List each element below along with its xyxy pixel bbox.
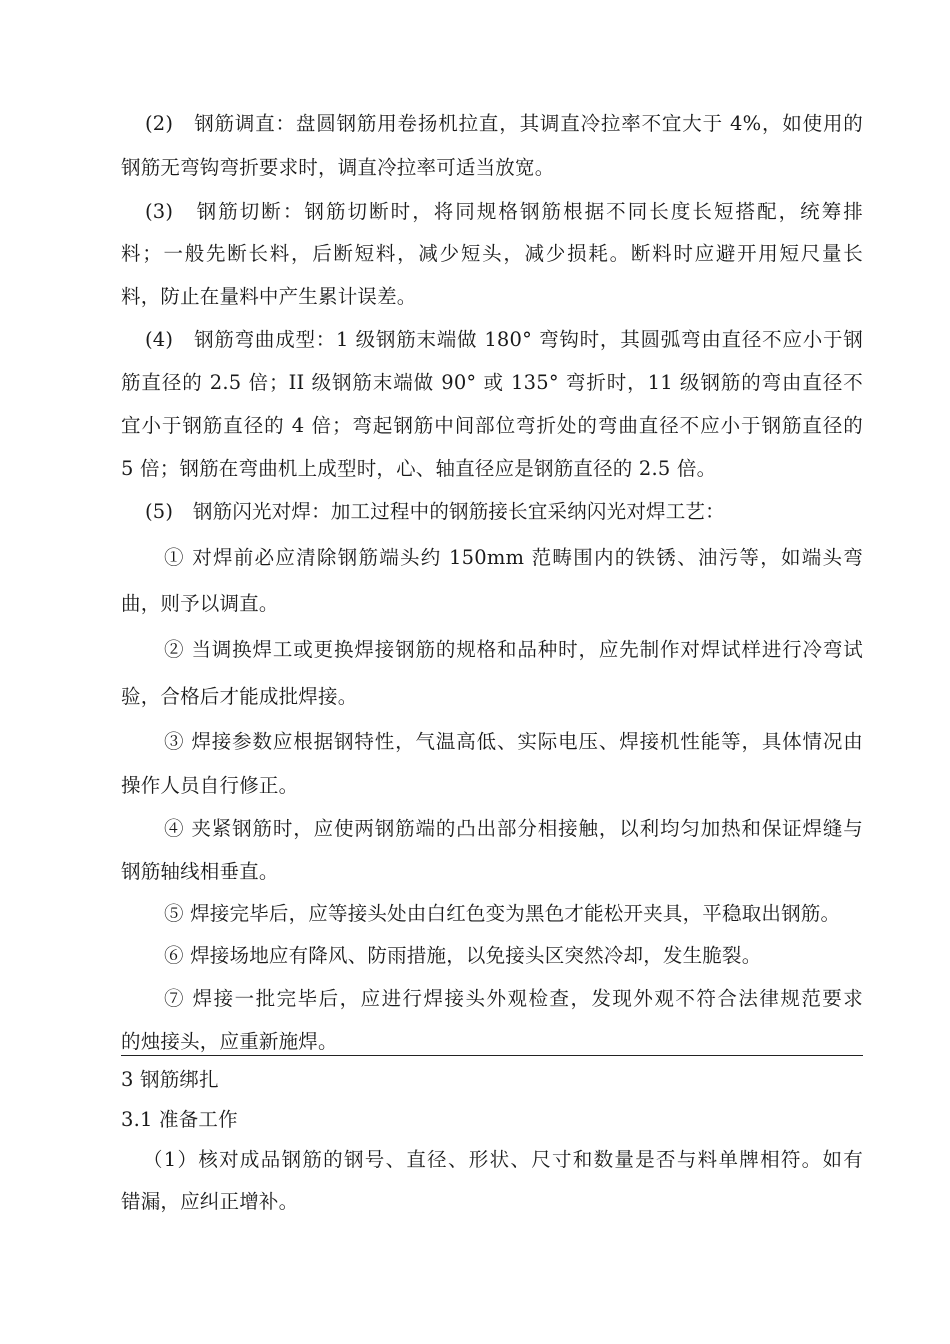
paragraph-3-line-2: 料；一般先断长料，后断短料，减少短头，减少损耗。断料时应避开用短尺量长: [121, 242, 863, 265]
paragraph-2-line-1: (2) 钢筋调直：盘圆钢筋用卷扬机拉直，其调直冷拉率不宜大于 4%，如使用的: [145, 112, 863, 135]
paragraph-3-line-3: 料，防止在量料中产生累计误差。: [121, 285, 417, 308]
paragraph-4-line-2: 筋直径的 2.5 倍；II 级钢筋末端做 90° 或 135° 弯折时，11 级钢筋的弯由直径不: [121, 371, 863, 394]
item-5-line-1: ⑤ 焊接完毕后，应等接头处由白红色变为黑色才能松开夹具，平稳取出钢筋。: [164, 902, 841, 925]
item-4-line-1: ④ 夹紧钢筋时，应使两钢筋端的凸出部分相接触，以利均匀加热和保证焊缝与: [164, 817, 863, 840]
item-7-line-2: 的烛接头，应重新施焊。: [121, 1030, 338, 1053]
item-2-line-2: 验，合格后才能成批焊接。: [121, 685, 358, 708]
paragraph-3-line-1: (3) 钢筋切断：钢筋切断时，将同规格钢筋根据不同长度长短搭配，统筹排: [145, 200, 863, 223]
paragraph-5-line-1: (5) 钢筋闪光对焊：加工过程中的钢筋接长宜采纳闪光对焊工艺：: [145, 500, 725, 523]
item-7-line-1: ⑦ 焊接一批完毕后，应进行焊接头外观检查，发现外观不符合法律规范要求: [164, 987, 863, 1010]
paragraph-4-line-1: (4) 钢筋弯曲成型：1 级钢筋末端做 180° 弯钩时，其圆弧弯由直径不应小于钢: [145, 328, 863, 351]
paragraph-4-line-3: 宜小于钢筋直径的 4 倍；弯起钢筋中间部位弯折处的弯曲直径不应小于钢筋直径的: [121, 414, 863, 437]
item-2-line-1: ② 当调换焊工或更换焊接钢筋的规格和品种时，应先制作对焊试样进行冷弯试: [164, 638, 863, 661]
item-1-line-1: ① 对焊前必应清除钢筋端头约 150mm 范畴围内的铁锈、油污等，如端头弯: [164, 546, 863, 569]
item-3-line-1: ③ 焊接参数应根据钢特性，气温高低、实际电压、焊接机性能等，具体情况由: [164, 730, 863, 753]
section-heading-3: 3 钢筋绑扎: [121, 1068, 219, 1091]
section-divider: [121, 1055, 863, 1056]
item-6-line-1: ⑥ 焊接场地应有降风、防雨措施，以免接头区突然冷却，发生脆裂。: [164, 944, 762, 967]
paragraph-3-1-1-line-2: 错漏，应纠正增补。: [121, 1190, 299, 1213]
item-1-line-2: 曲，则予以调直。: [121, 592, 279, 615]
paragraph-2-line-2: 钢筋无弯钩弯折要求时，调直冷拉率可适当放宽。: [121, 156, 555, 179]
subsection-heading-3-1: 3.1 准备工作: [121, 1108, 238, 1131]
item-3-line-2: 操作人员自行修正。: [121, 774, 299, 797]
paragraph-4-line-4: 5 倍；钢筋在弯曲机上成型时，心、轴直径应是钢筋直径的 2.5 倍。: [121, 457, 717, 480]
item-4-line-2: 钢筋轴线相垂直。: [121, 860, 279, 883]
paragraph-3-1-1-line-1: （1）核对成品钢筋的钢号、直径、形状、尺寸和数量是否与料单牌相符。如有: [143, 1148, 863, 1171]
